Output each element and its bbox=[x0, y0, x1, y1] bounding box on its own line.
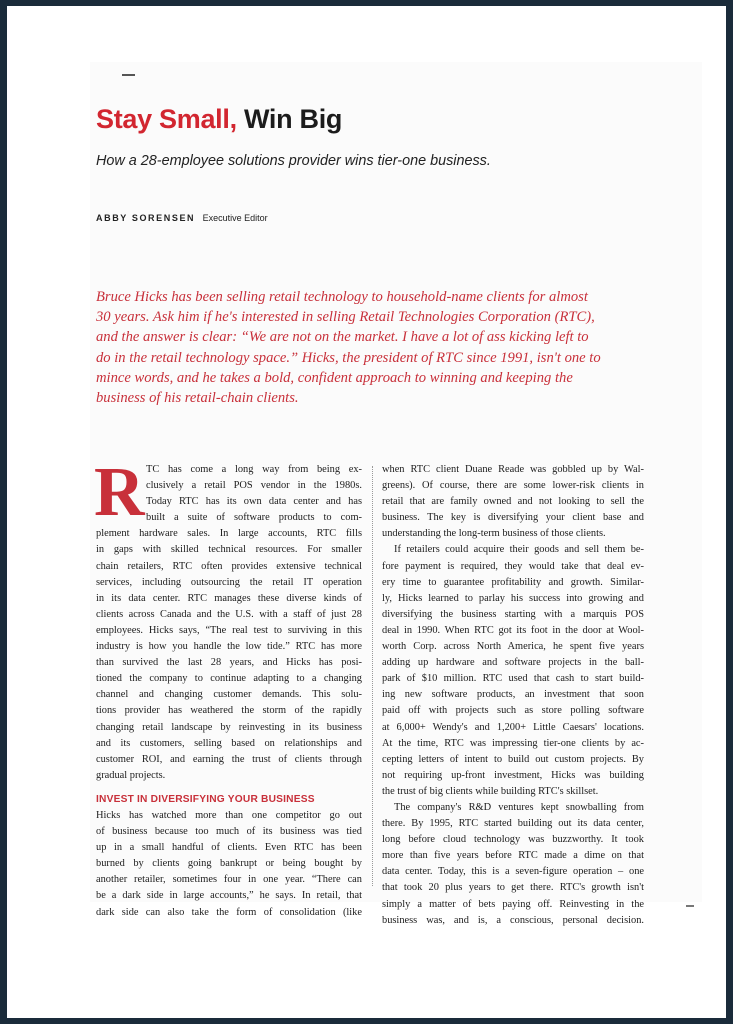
column-divider bbox=[372, 466, 373, 886]
body-line: park of $10 million. RTC used that cash to start build- bbox=[382, 673, 644, 685]
body-line: that took 20 plus years to get there. RTC's growth isn't bbox=[382, 882, 644, 894]
body-line: Today RTC has its own data center and has bbox=[146, 496, 362, 508]
body-line: more than five years before RTC made a dime on that bbox=[382, 850, 644, 862]
body-line: ly, Hicks learned to parlay his success into growing and bbox=[382, 592, 644, 604]
body-line: changing retail landscape by reinvesting in its business bbox=[96, 721, 362, 733]
article-title bbox=[96, 104, 616, 135]
body-line: up in a small handful of clients. Even RTC has been bbox=[96, 842, 362, 854]
body-line: diversifying the business starting with a marquis POS bbox=[382, 608, 644, 620]
body-line: long before cloud technology was buzzworthy. It took bbox=[382, 834, 644, 846]
body-line: customer ROI, and earning the trust of clients through bbox=[96, 753, 362, 765]
drop-cap: R bbox=[94, 454, 145, 531]
body-column-left bbox=[96, 462, 362, 921]
body-line: built a suite of software products to com- bbox=[146, 512, 362, 524]
body-line: understanding the long-term business of those clients. bbox=[382, 528, 606, 540]
body-line: and its customers, selling based on relationships and bbox=[96, 737, 362, 749]
body-line: of business because too much of its business was tied bbox=[96, 826, 362, 838]
body-line: when RTC client Duane Reade was gobbled up by Wal- bbox=[382, 464, 644, 475]
byline bbox=[96, 208, 496, 226]
body-line: Hicks has watched more than one competitor go out bbox=[96, 809, 362, 821]
intro-line: and the answer is clear: “We are not on the market. I have a lot of ass kicking left to bbox=[96, 329, 589, 346]
body-line: than survived the last 28 years, and Hicks has posi- bbox=[96, 657, 362, 669]
body-line: tions provider has weathered the storm of the rapidly bbox=[96, 705, 362, 717]
body-line: not requiring up-front investment, Hicks was building bbox=[382, 769, 644, 781]
body-line: chain retailers, RTC often provides extensive technical bbox=[96, 560, 362, 572]
body-line: gradual projects. bbox=[96, 769, 166, 781]
intro-line: Bruce Hicks has been selling retail technology to household-name clients for almost bbox=[96, 289, 588, 305]
body-line: adding up hardware and software projects in the ball- bbox=[382, 657, 644, 669]
body-line: channel and changing customer demands. This solu- bbox=[96, 689, 362, 701]
body-column-right bbox=[382, 462, 644, 929]
body-line: ing new software products, an investment that soon bbox=[382, 689, 644, 701]
body-line: dark side can also take the form of consolidation (like bbox=[96, 906, 362, 918]
body-line: simply a matter of bets paying off. Reinvesting in the bbox=[382, 898, 644, 910]
scan-mark bbox=[686, 905, 694, 907]
article-subtitle: How a 28-employee solutions provider wins tier-one business. bbox=[96, 153, 491, 169]
body-line: industry is how you handle the low tide.” RTC has more bbox=[96, 641, 362, 653]
body-line: business. The key is diversifying your client base and bbox=[382, 512, 644, 524]
body-line: services, including outsourcing the retail IT operation bbox=[96, 576, 362, 588]
intro-line: 30 years. Ask him if he's interested in selling Retail Technologies Corporation (RTC), bbox=[96, 309, 595, 326]
body-line: deal in 1990. When RTC got its foot in the door at Wool- bbox=[382, 624, 644, 636]
body-line: at 6,000+ Wendy's and 1,200+ Little Caesars' locations. bbox=[382, 721, 644, 733]
author-name: ABBY SORENSEN bbox=[96, 213, 196, 223]
intro-paragraph bbox=[96, 287, 644, 408]
intro-line: business of his retail-chain clients. bbox=[96, 390, 299, 407]
body-line: If retailers could acquire their goods and sell them be- bbox=[394, 544, 644, 556]
body-line: in gaps with skilled technical resources. For smaller bbox=[96, 544, 362, 556]
body-line: At the time, RTC was impressing tier-one clients by ac- bbox=[382, 737, 644, 749]
body-line: another retailer, sometimes four in one year. “There can bbox=[96, 874, 362, 886]
body-line: there. By 1995, RTC started building out its data center, bbox=[382, 818, 644, 830]
body-line: cepting letters of intent to build out custom projects. By bbox=[382, 753, 644, 765]
body-line: ery time to guarantee profitability and growth. Similar- bbox=[382, 576, 644, 588]
body-line: retail that are family owned and not looking to sell the bbox=[382, 496, 644, 508]
author-role: Executive Editor bbox=[202, 213, 268, 223]
title-highlight: Stay Small, bbox=[96, 104, 237, 134]
body-line: worth Corp. across North America, he spent five years bbox=[382, 641, 644, 653]
body-line: business was, and is, a conscious, personal decision. bbox=[382, 914, 644, 926]
body-line: The company's R&D ventures kept snowballing from bbox=[394, 801, 644, 813]
body-line: TC has come a long way from being ex- bbox=[146, 464, 362, 475]
body-line: greens). Of course, there are some lower-risk clients in bbox=[382, 480, 644, 492]
intro-line: mince words, and he takes a bold, confident approach to winning and keeping the bbox=[96, 369, 573, 386]
body-line: data center. Today, this is a seven-figure operation – one bbox=[382, 866, 644, 878]
body-line: clusively a retail POS vendor in the 1980s. bbox=[146, 480, 362, 492]
intro-line: do in the retail technology space.” Hicks, the president of RTC since 1991, isn't one to bbox=[96, 349, 601, 366]
body-line: paid off with projects such as store polling software bbox=[382, 705, 644, 717]
scan-mark bbox=[122, 74, 135, 76]
body-line: be a dark side in large accounts,” he says. In retail, that bbox=[96, 890, 362, 902]
body-line: plement hardware sales. In large accounts, RTC fills bbox=[96, 528, 362, 540]
body-line: the trust of big clients while building RTC's skillset. bbox=[382, 785, 599, 797]
body-line: fore payment is required, they would take that deal ev- bbox=[382, 560, 644, 572]
body-line: tioned the company to continue adapting to a changing bbox=[96, 673, 362, 685]
body-line: burned by clients going bankrupt or being bought by bbox=[96, 858, 362, 870]
section-heading: INVEST IN DIVERSIFYING YOUR BUSINESS bbox=[96, 793, 315, 805]
body-line: clients across Canada and the U.S. with a staff of just 28 bbox=[96, 608, 362, 620]
body-line: in its data center. RTC manages these diverse kinds of bbox=[96, 592, 362, 604]
title-rest: Win Big bbox=[243, 104, 343, 134]
body-line: employees. Hicks says, “The real test to surviving in this bbox=[96, 624, 362, 636]
